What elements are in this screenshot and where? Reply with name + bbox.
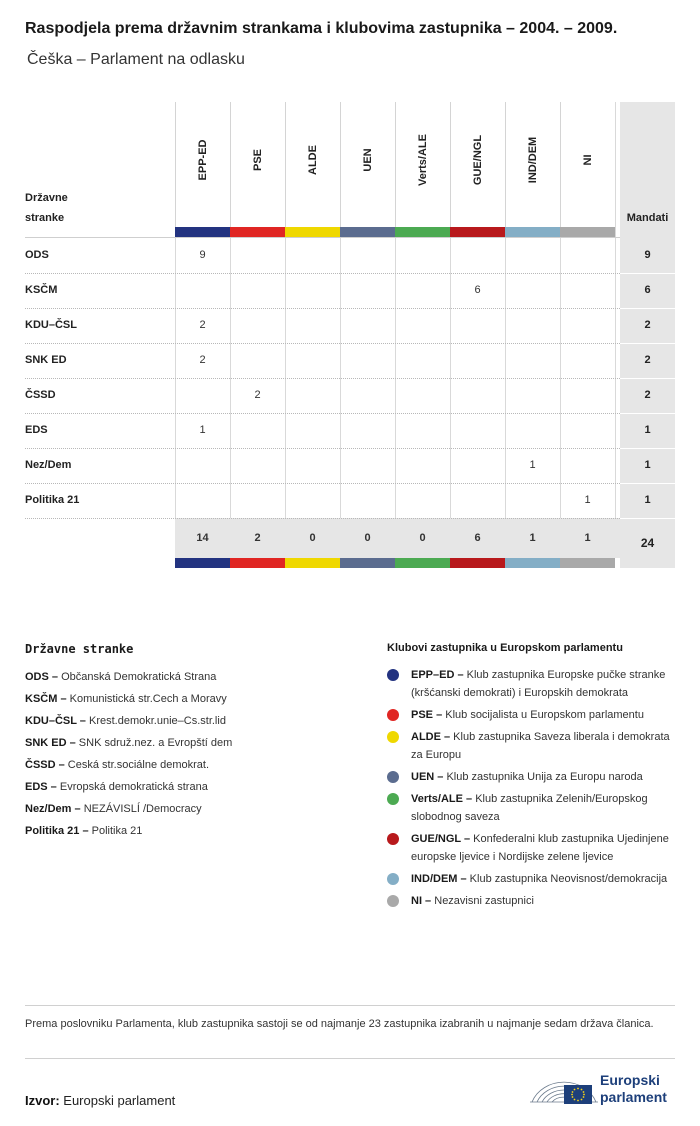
column-color-bar [560, 227, 615, 237]
group-legend-text: Klub zastupnika Saveza liberala i demokrata za Europu [411, 731, 670, 761]
row-party-label: KDU–ČSL [25, 319, 77, 331]
column-total-cell: 0 [419, 532, 426, 544]
table-cell: 2 [199, 319, 206, 331]
table-cell [560, 308, 615, 343]
table-cell [505, 378, 560, 413]
table-cell [340, 343, 395, 378]
table-cell [450, 378, 505, 413]
column-color-bar-bottom [340, 558, 395, 568]
column-total-cell: 0 [364, 532, 371, 544]
table-cell [340, 273, 395, 308]
group-color-dot-icon [387, 793, 399, 805]
table-cell: 1 [584, 494, 591, 506]
group-legend-text: Klub zastupnika Europske pučke stranke (kršćanski demokrati) i Europskih demokrata [411, 669, 666, 699]
column-header [450, 102, 505, 227]
table-cell [505, 308, 560, 343]
column-header [175, 102, 230, 227]
party-legend-abbr: ODS – [25, 671, 59, 683]
column-header [395, 102, 450, 227]
party-legend-text: Krest.demokr.unie–Cs.str.lid [85, 715, 226, 727]
table-cell [560, 273, 615, 308]
column-color-bar [395, 227, 450, 237]
row-total-cell: 2 [644, 354, 651, 366]
group-color-dot-icon [387, 833, 399, 845]
table-cell [285, 483, 340, 518]
row-party-label: Politika 21 [25, 494, 80, 506]
mandati-header: Mandati [626, 212, 669, 224]
party-legend-item [25, 820, 365, 842]
column-color-bar-bottom [230, 558, 285, 568]
column-header [505, 102, 560, 227]
table-cell [285, 273, 340, 308]
row-total-cell: 1 [644, 424, 651, 436]
row-header-label [25, 188, 68, 228]
row-total-cell: 2 [644, 389, 651, 401]
table-cell [395, 378, 450, 413]
group-legend-abbr: ALDE – [411, 731, 451, 743]
party-legend-abbr: Politika 21 – [25, 825, 89, 837]
table-cell [175, 448, 230, 483]
table-cell [505, 413, 560, 448]
column-header-label: PSE [252, 148, 264, 172]
group-legend-item [387, 706, 677, 724]
table-cell [285, 238, 340, 273]
group-legend [387, 642, 677, 914]
column-color-bar [175, 227, 230, 237]
note-divider-bottom [25, 1058, 675, 1059]
table-cell [450, 238, 505, 273]
column-color-bar [505, 227, 560, 237]
party-legend-text: Evropská demokratická strana [56, 781, 208, 793]
column-header [230, 102, 285, 227]
group-legend-item [387, 790, 677, 826]
row-total-cell: 2 [644, 319, 651, 331]
column-header-label: Verts/ALE [417, 134, 429, 186]
group-legend-text: Konfederalni klub zastupnika Ujedinjene europske ljevice i Nordijske zelene ljevice [411, 833, 669, 863]
column-header-label: ALDE [307, 145, 319, 175]
note-divider-top [25, 1005, 675, 1006]
column-total-cell: 1 [584, 532, 591, 544]
group-legend-item [387, 728, 677, 764]
group-legend-text: Nezavisni zastupnici [431, 895, 534, 907]
table-cell [450, 483, 505, 518]
table-cell: 6 [474, 284, 481, 296]
party-legend-abbr: ČSSD – [25, 759, 65, 771]
table-cell [505, 238, 560, 273]
table-cell [450, 343, 505, 378]
party-legend-item [25, 754, 365, 776]
column-color-bar-bottom [175, 558, 230, 568]
table-cell [340, 448, 395, 483]
party-legend-item [25, 710, 365, 732]
group-legend-abbr: UEN – [411, 771, 444, 783]
column-header-label: NI [582, 154, 594, 166]
row-header-line-2: stranke [25, 212, 65, 224]
group-legend-heading: Klubovi zastupnika u Europskom parlamentu [387, 642, 623, 654]
group-color-dot-icon [387, 771, 399, 783]
footnote: Prema poslovniku Parlamenta, klub zastupnika sastoji se od najmanje 23 zastupnika izabranih u najmanje sedam država članica. [25, 1018, 654, 1030]
table-cell [340, 413, 395, 448]
table-cell [230, 273, 285, 308]
table-cell: 2 [254, 389, 261, 401]
column-divider [615, 102, 616, 518]
table-cell [230, 343, 285, 378]
party-legend-text: NEZÁVISLÍ /Democracy [80, 803, 202, 815]
party-legend-abbr: KSČM – [25, 693, 67, 705]
table-cell: 1 [529, 459, 536, 471]
table-cell [285, 308, 340, 343]
column-header-label: IND/DEM [527, 136, 539, 184]
source [25, 1093, 175, 1108]
column-color-bar [450, 227, 505, 237]
party-legend-text: Politika 21 [88, 825, 143, 837]
party-legend-abbr: SNK ED – [25, 737, 76, 749]
column-color-bar-bottom [560, 558, 615, 568]
group-color-dot-icon [387, 709, 399, 721]
party-legend-item [25, 776, 365, 798]
party-legend-item [25, 666, 365, 688]
party-legend-text: Občanská Demokratická Strana [58, 671, 217, 683]
table-cell [560, 413, 615, 448]
group-color-dot-icon [387, 873, 399, 885]
page-title: Raspodjela prema državnim strankama i klubovima zastupnika – 2004. – 2009. [25, 20, 618, 37]
column-color-bar [340, 227, 395, 237]
table-cell [175, 483, 230, 518]
table-cell [285, 448, 340, 483]
table-cell [395, 238, 450, 273]
group-legend-item [387, 870, 677, 888]
table-cell [450, 448, 505, 483]
table-cell [175, 378, 230, 413]
page-subtitle: Češka – Parlament na odlasku [27, 51, 245, 68]
row-party-label: ODS [25, 249, 49, 261]
party-legend-text: Ceská str.sociálne demokrat. [64, 759, 210, 771]
group-legend-abbr: PSE – [411, 709, 443, 721]
table-cell [340, 378, 395, 413]
column-color-bar [230, 227, 285, 237]
column-color-bar-bottom [450, 558, 505, 568]
row-party-label: SNK ED [25, 354, 67, 366]
table-cell [175, 273, 230, 308]
group-legend-text: Klub zastupnika Unija za Europu naroda [443, 771, 643, 783]
table-cell [395, 343, 450, 378]
logo-line-2: parlament [600, 1089, 667, 1105]
group-legend-text: Klub zastupnika Neovisnost/demokracija [466, 873, 668, 885]
group-color-dot-icon [387, 895, 399, 907]
column-header-label: UEN [362, 148, 374, 172]
row-party-label: Nez/Dem [25, 459, 72, 471]
table-cell: 9 [199, 249, 206, 261]
table-cell [505, 483, 560, 518]
group-legend-item [387, 768, 677, 786]
party-legend-item [25, 732, 365, 754]
table-cell [230, 448, 285, 483]
column-color-bar-bottom [395, 558, 450, 568]
group-legend-text: Klub zastupnika Zelenih/Europskog slobodnog saveza [411, 793, 648, 823]
row-total-cell: 6 [644, 284, 651, 296]
group-legend-text: Klub socijalista u Europskom parlamentu [442, 709, 644, 721]
table-cell [505, 343, 560, 378]
table-cell [230, 308, 285, 343]
table-cell [340, 238, 395, 273]
table-cell [285, 413, 340, 448]
group-legend-abbr: GUE/NGL – [411, 833, 471, 845]
distribution-table [25, 102, 675, 568]
group-legend-abbr: IND/DEM – [411, 873, 467, 885]
column-header [340, 102, 395, 227]
column-color-bar-bottom [285, 558, 340, 568]
column-total-cell: 2 [254, 532, 261, 544]
table-cell [450, 308, 505, 343]
group-legend-item [387, 830, 677, 866]
table-cell [505, 273, 560, 308]
party-legend-text: SNK sdruž.nez. a Evropští dem [75, 737, 233, 749]
party-legend-item [25, 798, 365, 820]
group-legend-abbr: NI – [411, 895, 432, 907]
group-legend-abbr: Verts/ALE – [411, 793, 473, 805]
column-total-cell: 14 [196, 532, 209, 544]
group-legend-abbr: EPP–ED – [411, 669, 464, 681]
row-party-label: ČSSD [25, 389, 56, 401]
row-party-label: EDS [25, 424, 48, 436]
column-color-bar [285, 227, 340, 237]
row-header-line-1: Državne [25, 192, 68, 204]
party-legend-item [25, 688, 365, 710]
column-header [560, 102, 615, 227]
table-cell [340, 483, 395, 518]
party-legend-text: Komunistická str.Cech a Moravy [66, 693, 227, 705]
grand-total-cell: 24 [640, 536, 655, 550]
row-total-cell: 9 [644, 249, 651, 261]
table-cell [450, 413, 505, 448]
table-cell [395, 273, 450, 308]
table-cell [285, 378, 340, 413]
table-cell: 1 [199, 424, 206, 436]
row-total-cell: 1 [644, 494, 651, 506]
table-cell [340, 308, 395, 343]
row-total-cell: 1 [644, 459, 651, 471]
row-party-label: KSČM [25, 284, 58, 296]
table-cell [560, 343, 615, 378]
table-cell [285, 343, 340, 378]
column-total-cell: 6 [474, 532, 481, 544]
column-total-cell: 1 [529, 532, 536, 544]
table-cell [560, 378, 615, 413]
table-cell [230, 238, 285, 273]
party-legend-abbr: EDS – [25, 781, 57, 793]
table-cell [395, 413, 450, 448]
table-cell [395, 308, 450, 343]
table-cell: 2 [199, 354, 206, 366]
column-header-label: GUE/NGL [472, 134, 484, 186]
source-label: Izvor: [25, 1093, 60, 1108]
column-color-bar-bottom [505, 558, 560, 568]
logo-wordmark [600, 1072, 667, 1106]
table-cell [395, 448, 450, 483]
column-total-cell: 0 [309, 532, 316, 544]
table-cell [230, 413, 285, 448]
party-legend-abbr: Nez/Dem – [25, 803, 81, 815]
group-legend-item [387, 892, 677, 910]
table-cell [560, 238, 615, 273]
table-cell [395, 483, 450, 518]
source-value: Europski parlament [59, 1093, 176, 1108]
logo-line-1: Europski [600, 1072, 660, 1088]
table-cell [560, 448, 615, 483]
table-cell [230, 483, 285, 518]
party-legend [25, 642, 365, 842]
group-legend-item [387, 666, 677, 702]
group-color-dot-icon [387, 669, 399, 681]
column-header [285, 102, 340, 227]
party-legend-heading: Državne stranke [25, 642, 134, 656]
group-color-dot-icon [387, 731, 399, 743]
column-header-label: EPP-ED [197, 139, 209, 181]
party-legend-abbr: KDU–ČSL – [25, 715, 86, 727]
